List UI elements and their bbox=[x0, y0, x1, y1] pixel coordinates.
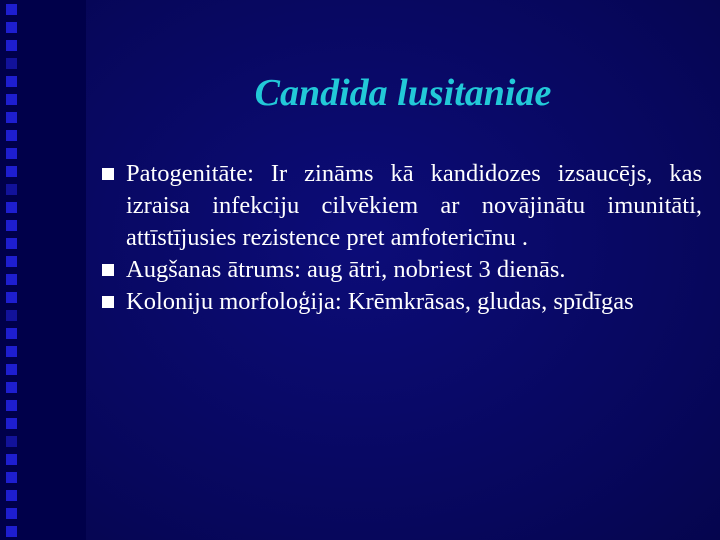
decorative-square bbox=[6, 76, 17, 87]
bullet-text: Augšanas ātrums: aug ātri, nobriest 3 dienās. bbox=[126, 256, 566, 283]
bullet-text: Patogenitāte: Ir zināms kā kandidozes izsaucējs, kas izraisa infekciju cilvēkiem ar novājinātu imunitāti, attīstījusies rezistence pret amfotericīnu . bbox=[126, 160, 702, 251]
decorative-square bbox=[6, 58, 17, 69]
decorative-square bbox=[6, 490, 17, 501]
decorative-square bbox=[6, 148, 17, 159]
slide-title: Candida lusitaniae bbox=[254, 72, 552, 114]
decorative-square bbox=[6, 4, 17, 15]
decorative-square bbox=[6, 508, 17, 519]
decorative-square bbox=[6, 166, 17, 177]
decorative-square bbox=[6, 256, 17, 267]
decorative-square bbox=[6, 382, 17, 393]
decorative-square bbox=[6, 220, 17, 231]
square-bullet-icon bbox=[102, 296, 114, 308]
decorative-square bbox=[6, 418, 17, 429]
decorative-square bbox=[6, 130, 17, 141]
decorative-square bbox=[6, 472, 17, 483]
decorative-square bbox=[6, 292, 17, 303]
square-bullet-icon bbox=[102, 264, 114, 276]
bullet-list bbox=[102, 158, 702, 318]
decorative-square bbox=[6, 436, 17, 447]
decorative-square bbox=[6, 346, 17, 357]
decorative-square bbox=[6, 40, 17, 51]
decorative-square bbox=[6, 238, 17, 249]
decorative-square bbox=[6, 454, 17, 465]
decorative-square bbox=[6, 310, 17, 321]
decorative-square bbox=[6, 274, 17, 285]
decorative-square bbox=[6, 202, 17, 213]
decorative-square bbox=[6, 364, 17, 375]
bullet-item-growth-rate bbox=[102, 254, 702, 286]
decorative-square bbox=[6, 184, 17, 195]
decorative-square-column bbox=[0, 0, 22, 540]
bullet-text: Koloniju morfoloģija: Krēmkrāsas, gludas, spīdīgas bbox=[126, 288, 634, 315]
decorative-square bbox=[6, 94, 17, 105]
decorative-square bbox=[6, 526, 17, 537]
bullet-item-pathogenicity bbox=[102, 158, 702, 254]
square-bullet-icon bbox=[102, 168, 114, 180]
decorative-square bbox=[6, 112, 17, 123]
decorative-square bbox=[6, 400, 17, 411]
decorative-square bbox=[6, 22, 17, 33]
decorative-square bbox=[6, 328, 17, 339]
bullet-item-colony-morphology bbox=[102, 286, 702, 318]
